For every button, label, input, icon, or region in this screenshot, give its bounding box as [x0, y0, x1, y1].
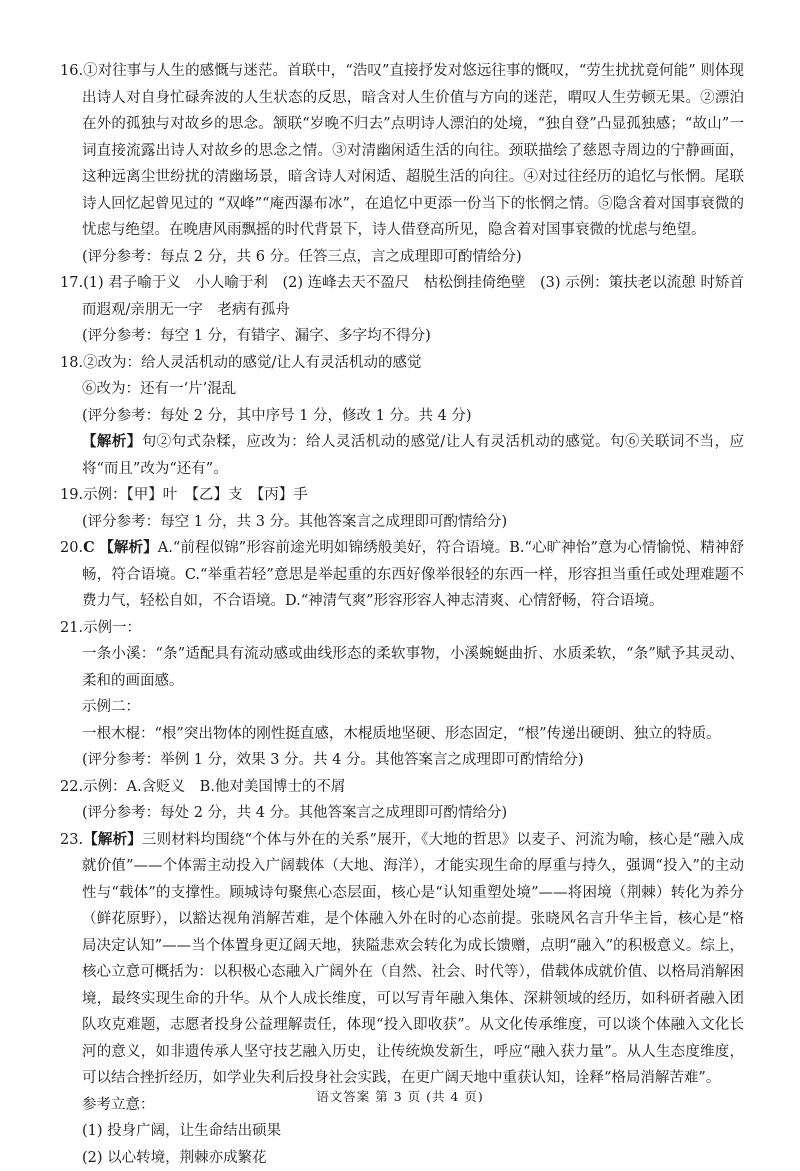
q17-score: (评分参考：每空 1 分，有错字、漏字、多字均不得分) — [60, 323, 744, 350]
q23-reference-1: (1) 投身广阔，让生命结出硕果 — [60, 1118, 744, 1145]
q21-example2-title: 示例二： — [60, 694, 744, 721]
q16-text: ①对往事与人生的感慨与迷茫。首联中，“浩叹”直接抒发对悠远往事的慨叹，“劳生扰扰竟何能” 则体现出诗人对自身忙碌奔波的人生状态的反思，暗含对人生价值与方向的迷茫，喟叹人生劳顿无果。②漂泊在外的孤独与对故乡的思念。颔联“岁晚不归去”点明诗人漂泊的处境，“独自登”凸显孤独感；“故山”一词直接流露出诗人对故乡的思念之情。③对清幽闲适生活的向往。颈联描绘了慈恩寺周边的宁静画面，这种远离尘世纷扰的清幽场景，暗含诗人对闲适、超脱生活的向往。④对过往经历的追忆与怅惘。尾联诗人回忆起曾见过的 “双峰”“庵西瀑布冰”，在追忆中更添一份当下的怅惘之情。⑤隐含着对国事衰微的忧虑与绝望。在晚唐风雨飘摇的时代背景下，诗人借登高所见，隐含着对国事衰微的忧虑与绝望。 — [82, 63, 744, 238]
q18-analysis-text: 句②句式杂糅，应改为：给人灵活机动的感觉/让人有灵活机动的感觉。句⑥关联词不当，应将“而且”改为“还有”。 — [82, 434, 744, 477]
q19-score: (评分参考：每空 1 分，共 3 分。其他答案言之成理即可酌情给分) — [60, 509, 744, 536]
q23-analysis-label: 【解析】 — [83, 831, 142, 848]
q20-answer: C — [83, 539, 95, 556]
q23-body — [60, 827, 744, 1092]
question-19 — [60, 482, 744, 535]
q19-text: 示例：【甲】叶 【乙】支 【丙】手 — [83, 487, 308, 503]
q20-text: A.“前程似锦”形容前途光明如锦绣般美好，符合语境。B.“心旷神怡”意为心情愉悦、精神舒畅，符合语境。C.“举重若轻”意思是举起重的东西好像举很轻的东西一样，形容担当重任或处理难题不费力气，轻松自如，不合语境。D.“神清气爽”形容形容人神志清爽、心情舒畅，符合语境。 — [82, 540, 744, 609]
q19-body — [60, 482, 744, 509]
q17-text: (1) 君子喻于义 小人喻于利 (2) 连峰去天不盈尺 枯松倒挂倚绝壁 (3) 示例：策扶老以流憩 时矫首而遐观/亲朋无一字 老病有孤舟 — [82, 275, 744, 318]
q21-example1-title: 示例一： — [83, 620, 141, 636]
q22-text: 示例：A.含贬义 B.他对美国博士的不屑 — [83, 779, 345, 795]
q21-number: 21. — [60, 620, 83, 636]
page-footer: 语文答案 第 3 页 (共 4 页) — [0, 1084, 800, 1111]
q23-number: 23. — [60, 832, 83, 848]
answer-page — [60, 58, 744, 1171]
question-16 — [60, 58, 744, 270]
q18-number: 18. — [60, 355, 83, 371]
question-18 — [60, 350, 744, 483]
q18-analysis-label: 【解析】 — [82, 433, 142, 450]
q18-line2: ⑥改为：还有一‘片’混乱 — [60, 376, 744, 403]
q20-number: 20. — [60, 540, 83, 556]
q22-score: (评分参考：每处 2 分，共 4 分。其他答案言之成理即可酌情给分) — [60, 800, 744, 827]
question-23 — [60, 827, 744, 1171]
q18-line1: ②改为：给人灵活机动的感觉/让人有灵活机动的感觉 — [83, 355, 421, 371]
q17-body — [60, 270, 744, 323]
question-21 — [60, 615, 744, 774]
q21-example2: 一根木棍：“根”突出物体的刚性挺直感，木棍质地坚硬、形态固定，“根”传递出硬朗、独立的特质。 — [60, 721, 744, 748]
q21-body — [60, 615, 744, 642]
q18-score: (评分参考：每处 2 分，其中序号 1 分，修改 1 分。共 4 分) — [60, 403, 744, 430]
q16-body — [60, 58, 744, 244]
q21-score: (评分参考：举例 1 分，效果 3 分。共 4 分。其他答案言之成理即可酌情给分) — [60, 747, 744, 774]
q23-reference-2: (2) 以心转境，荆棘亦成繁花 — [60, 1145, 744, 1171]
question-20 — [60, 535, 744, 615]
q17-number: 17. — [60, 275, 83, 291]
q20-analysis-label: 【解析】 — [99, 539, 157, 556]
q22-number: 22. — [60, 779, 83, 795]
q18-body — [60, 350, 744, 377]
q19-number: 19. — [60, 487, 83, 503]
question-22 — [60, 774, 744, 827]
q21-example1: 一条小溪：“条”适配具有流动感或曲线形态的柔软事物，小溪蜿蜒曲折、水质柔软，“条”赋予其灵动、柔和的画面感。 — [60, 641, 744, 694]
q23-reference-title: 参考立意： — [60, 1092, 744, 1119]
q16-number: 16. — [60, 63, 83, 79]
q20-body — [60, 535, 744, 615]
q23-text: 三则材料均围绕“个体与外在的关系”展开，《大地的哲思》以麦子、河流为喻，核心是“融入成就价值”——个体需主动投入广阔载体（大地、海洋），才能实现生命的厚重与持久，强调“投入”的主动性与“载体”的支撑性。顾城诗句聚焦心态层面，核心是“认知重塑处境”——将困境（荆棘）转化为养分（鲜花原野），以豁达视角消解苦难，是个体融入外在时的心态前提。张晓风名言升华主旨，核心是“格局决定认知”——当个体置身更辽阔天地，狭隘悲欢会转化为成长馈赠，点明“融入”的积极意义。综上，核心立意可概括为：以积极心态融入广阔外在（自然、社会、时代等），借载体成就价值、以格局消解困境，最终实现生命的升华。从个人成长维度，可以写青年融入集体、深耕领域的经历，如科研者融入团队攻克难题，志愿者投身公益理解责任，体现“投入即收获”。从文化传承维度，可以谈个体融入文化长河的意义，如非遗传承人坚守技艺融入历史，让传统焕发新生，呼应“融入获力量”。从人生态度维度，可以结合挫折经历，如学业失利后投身社会实践，在更广阔天地中重获认知，诠释“格局消解苦难”。 — [82, 832, 744, 1087]
question-17 — [60, 270, 744, 350]
q16-score: (评分参考：每点 2 分，共 6 分。任答三点，言之成理即可酌情给分) — [60, 244, 744, 271]
q18-analysis — [60, 429, 744, 482]
q22-body — [60, 774, 744, 801]
